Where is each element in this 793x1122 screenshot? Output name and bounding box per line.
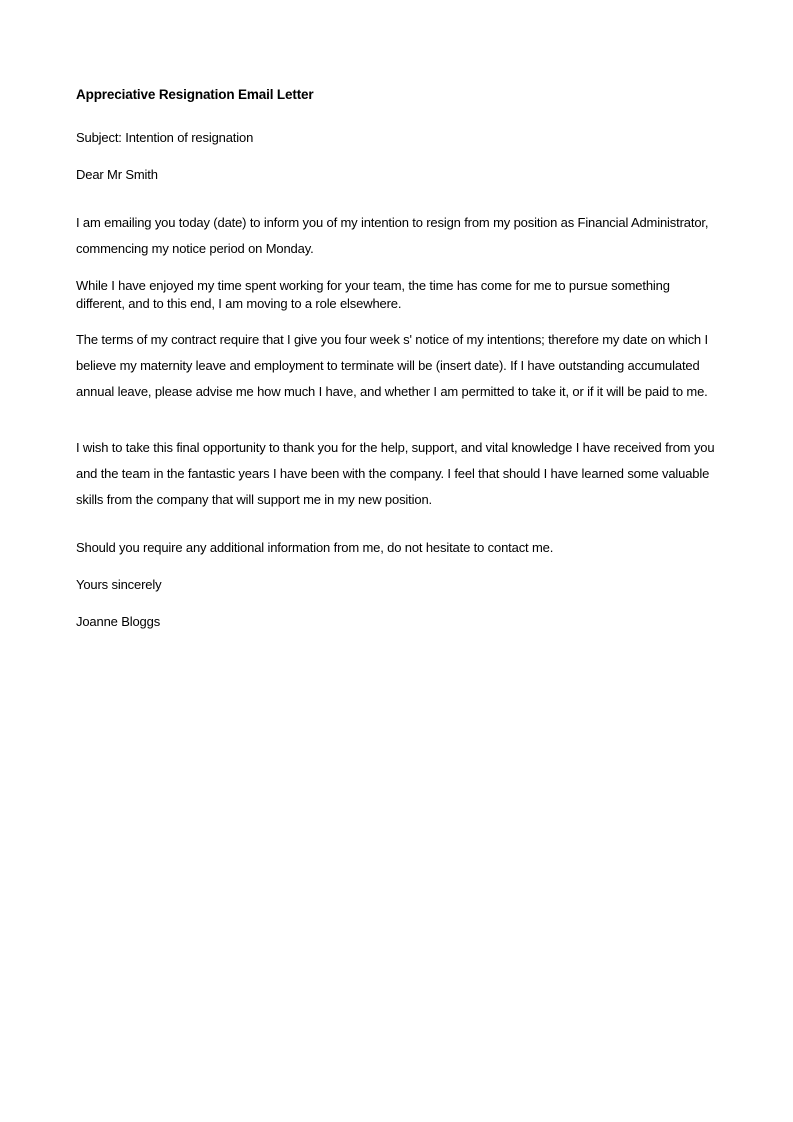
letter-title: Appreciative Resignation Email Letter	[76, 87, 314, 102]
paragraph-intent: I am emailing you today (date) to inform you of my intention to resign from my position as Financial Administrator, commencing my notice period on Monday.	[76, 215, 709, 256]
letter-salutation: Dear Mr Smith	[76, 167, 158, 182]
paragraph-reason: While I have enjoyed my time spent working for your team, the time has come for me to pursue something different, and to this end, I am moving to a role elsewhere.	[76, 278, 670, 311]
paragraph-contact: Should you require any additional information from me, do not hesitate to contact me.	[76, 540, 554, 555]
paragraph-thanks: I wish to take this final opportunity to thank you for the help, support, and vital knowledge I have received from you and the team in the fantastic years I have been with the company. I feel that should I have learned some valuable skills from the company that will support me in my new position.	[76, 440, 715, 507]
letter-closing: Yours sincerely	[76, 577, 162, 592]
letter-body	[76, 86, 716, 631]
letter-signature: Joanne Bloggs	[76, 614, 161, 629]
letter-subject: Subject: Intention of resignation	[76, 130, 254, 145]
paragraph-terms: The terms of my contract require that I give you four week s' notice of my intentions; therefore my date on which I believe my maternity leave and employment to terminate will be (insert date). If I have outstanding accumulated annual leave, please advise me how much I have, and whether I am permitted to take it, or if it will be paid to me.	[76, 332, 708, 399]
